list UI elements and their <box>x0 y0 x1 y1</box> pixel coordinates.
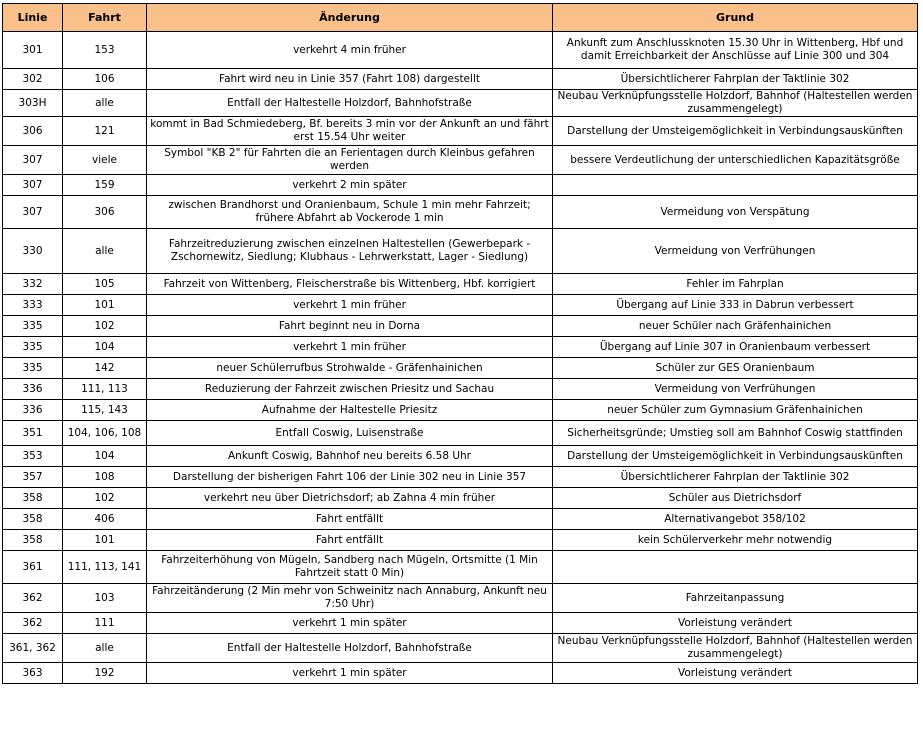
table-row <box>3 337 918 358</box>
cell-fahrt: alle <box>63 229 147 274</box>
header-fahrt: Fahrt <box>63 4 147 32</box>
table-row <box>3 32 918 69</box>
cell-aenderung: verkehrt 1 min früher <box>147 295 553 316</box>
cell-grund: neuer Schüler nach Gräfenhainichen <box>553 316 918 337</box>
cell-grund: Fahrzeitanpassung <box>553 584 918 613</box>
table-row <box>3 90 918 117</box>
cell-grund: Alternativangebot 358/102 <box>553 509 918 530</box>
cell-grund: Vermeidung von Verspätung <box>553 196 918 229</box>
cell-aenderung: Fahrt entfällt <box>147 530 553 551</box>
cell-fahrt: 159 <box>63 175 147 196</box>
cell-linie: 363 <box>3 663 63 684</box>
cell-fahrt: 115, 143 <box>63 400 147 421</box>
cell-aenderung: neuer Schülerrufbus Strohwalde - Gräfenhainichen <box>147 358 553 379</box>
cell-aenderung: Symbol "KB 2" für Fahrten die an Ferientagen durch Kleinbus gefahren werden <box>147 146 553 175</box>
cell-linie: 306 <box>3 117 63 146</box>
cell-aenderung: kommt in Bad Schmiedeberg, Bf. bereits 3 min vor der Ankunft an und fährt erst 15.54 Uhr weiter <box>147 117 553 146</box>
cell-aenderung: Entfall Coswig, Luisenstraße <box>147 421 553 446</box>
cell-fahrt: 153 <box>63 32 147 69</box>
cell-fahrt: 103 <box>63 584 147 613</box>
cell-linie: 307 <box>3 146 63 175</box>
cell-linie: 358 <box>3 530 63 551</box>
cell-fahrt: 106 <box>63 69 147 90</box>
cell-grund: Ankunft zum Anschlussknoten 15.30 Uhr in Wittenberg, Hbf und damit Erreichbarkeit der Anschlüsse auf Linie 300 und 304 <box>553 32 918 69</box>
cell-linie: 358 <box>3 488 63 509</box>
cell-grund: Neubau Verknüpfungsstelle Holzdorf, Bahnhof (Haltestellen werden zusammengelegt) <box>553 90 918 117</box>
cell-linie: 362 <box>3 613 63 634</box>
cell-fahrt: alle <box>63 90 147 117</box>
cell-fahrt: 111, 113 <box>63 379 147 400</box>
cell-aenderung: verkehrt 1 min später <box>147 663 553 684</box>
cell-grund: Übergang auf Linie 333 in Dabrun verbessert <box>553 295 918 316</box>
header-linie: Linie <box>3 4 63 32</box>
cell-grund: Neubau Verknüpfungsstelle Holzdorf, Bahnhof (Haltestellen werden zusammengelegt) <box>553 634 918 663</box>
cell-fahrt: 111 <box>63 613 147 634</box>
cell-linie: 333 <box>3 295 63 316</box>
cell-grund: kein Schülerverkehr mehr notwendig <box>553 530 918 551</box>
table-row <box>3 584 918 613</box>
cell-linie: 335 <box>3 358 63 379</box>
cell-aenderung: Fahrzeitreduzierung zwischen einzelnen Haltestellen (Gewerbepark - Zschornewitz, Siedlung; Klubhaus - Lehrwerkstatt, Lager - Siedlung) <box>147 229 553 274</box>
cell-fahrt: 101 <box>63 295 147 316</box>
cell-linie: 336 <box>3 400 63 421</box>
header-grund: Grund <box>553 4 918 32</box>
cell-linie: 335 <box>3 316 63 337</box>
table-row <box>3 146 918 175</box>
cell-linie: 302 <box>3 69 63 90</box>
cell-fahrt: 105 <box>63 274 147 295</box>
cell-grund: Sicherheitsgründe; Umstieg soll am Bahnhof Coswig stattfinden <box>553 421 918 446</box>
cell-linie: 303H <box>3 90 63 117</box>
cell-grund: Schüler zur GES Oranienbaum <box>553 358 918 379</box>
cell-fahrt: 306 <box>63 196 147 229</box>
cell-grund: Schüler aus Dietrichsdorf <box>553 488 918 509</box>
table-row <box>3 613 918 634</box>
cell-fahrt: 104 <box>63 446 147 467</box>
cell-grund <box>553 551 918 584</box>
table-header-row <box>3 4 918 32</box>
cell-aenderung: Entfall der Haltestelle Holzdorf, Bahnhofstraße <box>147 634 553 663</box>
cell-fahrt: 104, 106, 108 <box>63 421 147 446</box>
cell-aenderung: Aufnahme der Haltestelle Priesitz <box>147 400 553 421</box>
cell-grund: Übergang auf Linie 307 in Oranienbaum verbessert <box>553 337 918 358</box>
table-row <box>3 274 918 295</box>
cell-fahrt: 104 <box>63 337 147 358</box>
cell-aenderung: Darstellung der bisherigen Fahrt 106 der Linie 302 neu in Linie 357 <box>147 467 553 488</box>
table-row <box>3 400 918 421</box>
cell-linie: 335 <box>3 337 63 358</box>
table-row <box>3 295 918 316</box>
cell-grund: Vorleistung verändert <box>553 663 918 684</box>
cell-grund: Darstellung der Umsteigemöglichkeit in Verbindungsauskünften <box>553 117 918 146</box>
cell-aenderung: verkehrt 1 min früher <box>147 337 553 358</box>
cell-linie: 336 <box>3 379 63 400</box>
cell-linie: 307 <box>3 196 63 229</box>
cell-linie: 358 <box>3 509 63 530</box>
table-row <box>3 358 918 379</box>
table-row <box>3 421 918 446</box>
cell-aenderung: Fahrt wird neu in Linie 357 (Fahrt 108) dargestellt <box>147 69 553 90</box>
table-row <box>3 509 918 530</box>
cell-linie: 361, 362 <box>3 634 63 663</box>
cell-fahrt: viele <box>63 146 147 175</box>
cell-fahrt: alle <box>63 634 147 663</box>
change-table-container <box>2 3 918 684</box>
change-table <box>2 3 918 684</box>
table-row <box>3 488 918 509</box>
cell-fahrt: 102 <box>63 316 147 337</box>
cell-grund: Darstellung der Umsteigemöglichkeit in Verbindungsauskünften <box>553 446 918 467</box>
table-row <box>3 551 918 584</box>
cell-linie: 332 <box>3 274 63 295</box>
cell-fahrt: 406 <box>63 509 147 530</box>
cell-linie: 357 <box>3 467 63 488</box>
cell-grund: neuer Schüler zum Gymnasium Gräfenhainichen <box>553 400 918 421</box>
cell-linie: 301 <box>3 32 63 69</box>
table-row <box>3 634 918 663</box>
cell-fahrt: 102 <box>63 488 147 509</box>
cell-aenderung: Fahrzeitänderung (2 Min mehr von Schweinitz nach Annaburg, Ankunft neu 7:50 Uhr) <box>147 584 553 613</box>
cell-grund: Fehler im Fahrplan <box>553 274 918 295</box>
cell-grund: bessere Verdeutlichung der unterschiedlichen Kapazitätsgröße <box>553 146 918 175</box>
cell-fahrt: 142 <box>63 358 147 379</box>
cell-aenderung: verkehrt neu über Dietrichsdorf; ab Zahna 4 min früher <box>147 488 553 509</box>
cell-aenderung: Fahrzeiterhöhung von Mügeln, Sandberg nach Mügeln, Ortsmitte (1 Min Fahrtzeit statt 0 Min) <box>147 551 553 584</box>
cell-aenderung: zwischen Brandhorst und Oranienbaum, Schule 1 min mehr Fahrzeit; frühere Abfahrt ab Vockerode 1 min <box>147 196 553 229</box>
table-row <box>3 196 918 229</box>
cell-fahrt: 121 <box>63 117 147 146</box>
cell-grund: Vorleistung verändert <box>553 613 918 634</box>
cell-fahrt: 108 <box>63 467 147 488</box>
cell-linie: 362 <box>3 584 63 613</box>
cell-aenderung: verkehrt 2 min später <box>147 175 553 196</box>
table-row <box>3 467 918 488</box>
cell-grund <box>553 175 918 196</box>
table-row <box>3 229 918 274</box>
cell-linie: 361 <box>3 551 63 584</box>
cell-aenderung: Fahrzeit von Wittenberg, Fleischerstraße bis Wittenberg, Hbf. korrigiert <box>147 274 553 295</box>
cell-aenderung: verkehrt 1 min später <box>147 613 553 634</box>
table-row <box>3 663 918 684</box>
cell-aenderung: verkehrt 4 min früher <box>147 32 553 69</box>
cell-aenderung: Reduzierung der Fahrzeit zwischen Priesitz und Sachau <box>147 379 553 400</box>
cell-grund: Übersichtlicherer Fahrplan der Taktlinie 302 <box>553 467 918 488</box>
table-row <box>3 530 918 551</box>
table-row <box>3 446 918 467</box>
cell-linie: 351 <box>3 421 63 446</box>
cell-fahrt: 101 <box>63 530 147 551</box>
table-row <box>3 316 918 337</box>
cell-grund: Vermeidung von Verfrühungen <box>553 229 918 274</box>
table-row <box>3 69 918 90</box>
cell-aenderung: Entfall der Haltestelle Holzdorf, Bahnhofstraße <box>147 90 553 117</box>
table-row <box>3 379 918 400</box>
cell-linie: 353 <box>3 446 63 467</box>
table-row <box>3 175 918 196</box>
cell-grund: Übersichtlicherer Fahrplan der Taktlinie 302 <box>553 69 918 90</box>
cell-aenderung: Fahrt beginnt neu in Dorna <box>147 316 553 337</box>
cell-aenderung: Ankunft Coswig, Bahnhof neu bereits 6.58 Uhr <box>147 446 553 467</box>
table-row <box>3 117 918 146</box>
cell-fahrt: 192 <box>63 663 147 684</box>
cell-linie: 330 <box>3 229 63 274</box>
cell-aenderung: Fahrt entfällt <box>147 509 553 530</box>
table-body <box>3 32 918 684</box>
header-aenderung: Änderung <box>147 4 553 32</box>
cell-fahrt: 111, 113, 141 <box>63 551 147 584</box>
cell-linie: 307 <box>3 175 63 196</box>
cell-grund: Vermeidung von Verfrühungen <box>553 379 918 400</box>
